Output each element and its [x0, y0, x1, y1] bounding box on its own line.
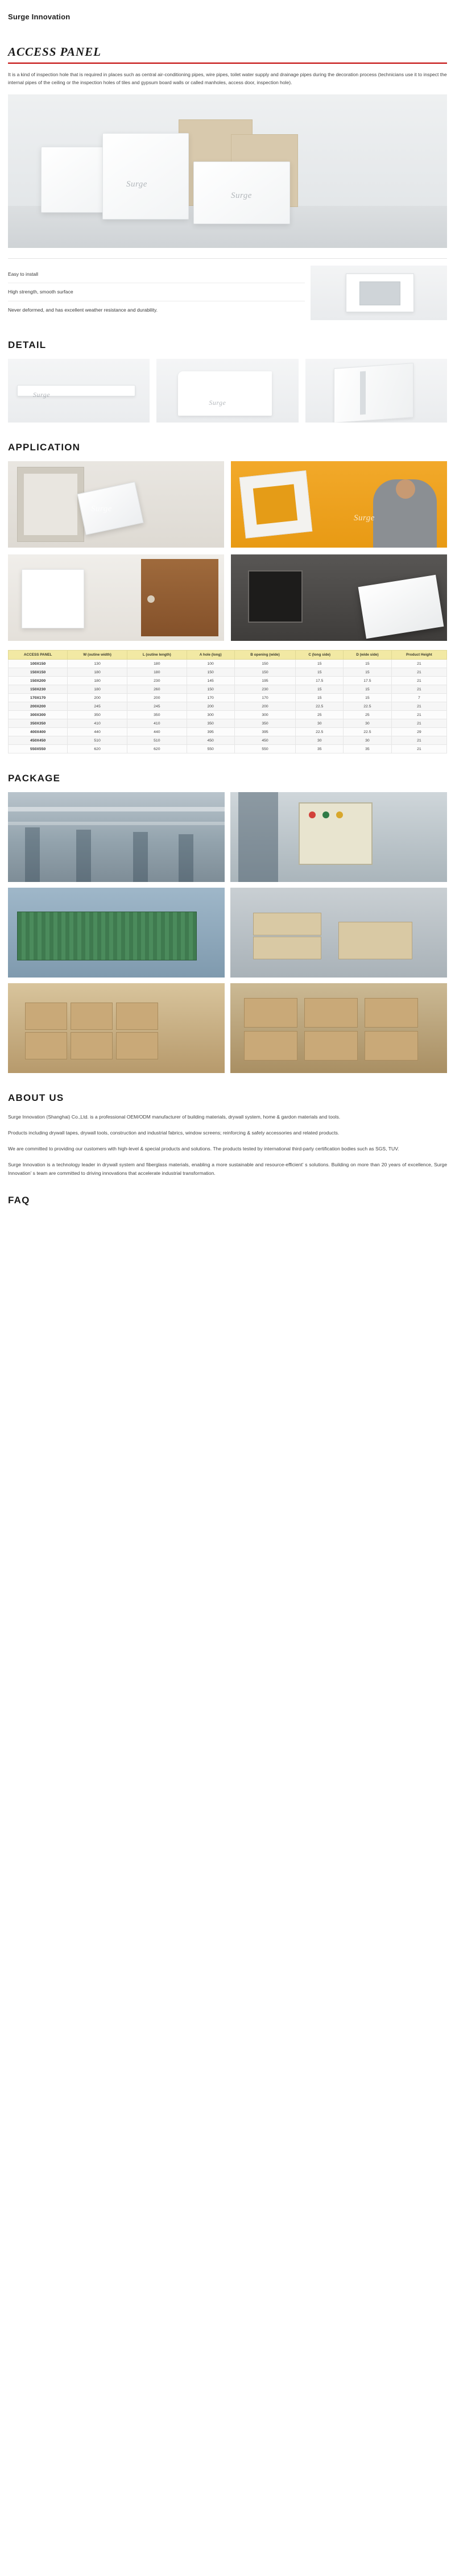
hero-panel-large: [193, 161, 290, 224]
table-body: [9, 660, 447, 753]
package-image-row-1: [8, 792, 447, 882]
application-image-3: [8, 554, 224, 641]
cell: 200: [127, 694, 187, 702]
warehouse-rack: [133, 832, 148, 882]
app2-board-hole: [253, 484, 297, 524]
feature-list: [8, 266, 305, 320]
watermark-hero-left: Surge: [126, 180, 147, 189]
cell: 170: [234, 694, 296, 702]
cell: 180: [68, 668, 127, 677]
detail-edge-bar: [17, 385, 135, 396]
section-title-access-panel: ACCESS PANEL: [8, 45, 101, 59]
cell: 150X200: [9, 677, 68, 685]
carton-box: [25, 1032, 67, 1059]
table-row: [9, 660, 447, 668]
warehouse-beam-2: [8, 822, 225, 825]
table-row: [9, 711, 447, 719]
watermark-app-2: Surge: [354, 513, 375, 523]
cell: 15: [296, 694, 344, 702]
cell: 350X350: [9, 719, 68, 728]
table-row: [9, 668, 447, 677]
feature-item-2: Never deformed, and has excellent weather resistance and durability.: [8, 307, 158, 313]
warehouse-rack: [25, 827, 40, 882]
cell: 180: [127, 668, 187, 677]
cell: 100X150: [9, 660, 68, 668]
feature-item-0: Easy to install: [8, 266, 305, 283]
cell: 17.5: [343, 677, 391, 685]
about-paragraph-3: Surge Innovation is a technology leader in drywall system and fiberglass materials, enabling a more sustainable and resource-efficient’ s solutions. Building on more than 20 years of excellence, Surge Innovation’ s team are committed to driving innovations that accelerate industrial transformation.: [8, 1162, 447, 1177]
section-title-detail: DETAIL: [8, 339, 47, 351]
cell: 7: [391, 694, 446, 702]
cell: 395: [187, 728, 234, 736]
specification-table: [8, 650, 447, 753]
table-row: [9, 745, 447, 753]
package-image-row-3: [8, 983, 447, 1073]
warehouse-rack: [76, 830, 91, 882]
cell: 440: [127, 728, 187, 736]
cell: 395: [234, 728, 296, 736]
cell: 550: [234, 745, 296, 753]
package-image-machine: [230, 792, 447, 882]
cell: 510: [127, 736, 187, 745]
cell: 29: [391, 728, 446, 736]
carton-box: [71, 1003, 113, 1030]
cell: 350: [234, 719, 296, 728]
cell: 230: [127, 677, 187, 685]
cell: 30: [343, 719, 391, 728]
cell: 170: [187, 694, 234, 702]
cell: 15: [296, 668, 344, 677]
table-row: [9, 736, 447, 745]
cell: 180: [68, 685, 127, 694]
cell: 400X400: [9, 728, 68, 736]
cell: 150X150: [9, 668, 68, 677]
cell: 15: [343, 694, 391, 702]
table-row: [9, 694, 447, 702]
app3-door-knob: [147, 595, 155, 603]
cell: 21: [391, 685, 446, 694]
warehouse-rack: [179, 834, 193, 882]
cell: 300: [234, 711, 296, 719]
detail-corner-shape: [178, 371, 272, 416]
table-header-cell-4: B opening (wide): [234, 651, 296, 660]
cell: 100: [187, 660, 234, 668]
application-image-2: [231, 461, 447, 548]
table-row: [9, 719, 447, 728]
about-paragraph-2: We are committed to providing our customers with high-level & special products and solutions. The products tested by international third-party certification bodies such as SGS, TUV.: [8, 1146, 399, 1152]
shipping-container: [17, 912, 197, 960]
pallet-stack: [365, 1031, 418, 1061]
stacked-crate: [253, 913, 321, 935]
detail-image-2: [156, 359, 298, 423]
cell: 30: [296, 736, 344, 745]
app3-access-plate: [22, 569, 84, 628]
application-image-grid: [8, 461, 447, 641]
feature-item-1: High strength, smooth surface: [8, 283, 305, 301]
detail-profile-shape: [334, 363, 413, 423]
package-image-cartons: [8, 983, 225, 1073]
carton-box: [71, 1032, 113, 1059]
table-header-cell-2: L (outine length): [127, 651, 187, 660]
package-image-row-2: [8, 888, 447, 978]
table-header-cell-7: Product Height: [391, 651, 446, 660]
pallet-stack: [304, 1031, 358, 1061]
section-title-package: PACKAGE: [8, 773, 61, 784]
table-row: [9, 702, 447, 711]
table-header-cell-1: W (outine width): [68, 651, 127, 660]
cell: 245: [127, 702, 187, 711]
section-title-application: APPLICATION: [8, 442, 81, 453]
cell: 30: [343, 736, 391, 745]
section-title-faq: FAQ: [8, 1195, 30, 1206]
hero-panel-small: [41, 147, 107, 213]
cell: 200: [187, 702, 234, 711]
cell: 21: [391, 736, 446, 745]
cell: 350: [68, 711, 127, 719]
app4-panel-lid: [358, 575, 444, 639]
cell: 150: [234, 660, 296, 668]
section-title-about-us: ABOUT US: [8, 1092, 64, 1104]
cell: 450: [234, 736, 296, 745]
table-header-cell-3: A hole (long): [187, 651, 234, 660]
cell: 150: [187, 685, 234, 694]
cell: 22.5: [296, 702, 344, 711]
carton-box: [116, 1003, 158, 1030]
cell: 22.5: [296, 728, 344, 736]
app1-panel-flap: [77, 482, 143, 535]
cell: 440: [68, 728, 127, 736]
cell: 21: [391, 719, 446, 728]
feature-thumbnail: [311, 266, 447, 320]
cell: 245: [68, 702, 127, 711]
package-image-pallets: [230, 983, 447, 1073]
pallet-stack: [365, 998, 418, 1028]
hero-product-image: [8, 94, 447, 248]
pallet-stack: [304, 998, 358, 1028]
cell: 180: [68, 677, 127, 685]
cell: 150X230: [9, 685, 68, 694]
table-row: [9, 685, 447, 694]
cell: 450: [187, 736, 234, 745]
app2-worker-head: [396, 479, 415, 499]
carton-box: [25, 1003, 67, 1030]
cell: 260: [127, 685, 187, 694]
cell: 15: [343, 660, 391, 668]
cell: 25: [296, 711, 344, 719]
package-image-warehouse: [8, 792, 225, 882]
table-header-row: [9, 651, 447, 660]
cell: 550X550: [9, 745, 68, 753]
machine-button: [309, 811, 316, 818]
cell: 35: [343, 745, 391, 753]
watermark-detail-1: Surge: [33, 391, 51, 399]
title-divider: [8, 63, 447, 64]
cell: 200: [68, 694, 127, 702]
cell: 550: [187, 745, 234, 753]
watermark-app-1: Surge: [91, 504, 112, 514]
cell: 21: [391, 702, 446, 711]
cell: 145: [187, 677, 234, 685]
cell: 300X300: [9, 711, 68, 719]
table-header-cell-5: C (long side): [296, 651, 344, 660]
carton-box: [116, 1032, 158, 1059]
cell: 410: [68, 719, 127, 728]
cell: 300: [187, 711, 234, 719]
cell: 200: [234, 702, 296, 711]
machine-button: [322, 811, 329, 818]
brand-title: Surge Innovation: [8, 13, 71, 21]
cell: 170X170: [9, 694, 68, 702]
hero-panel-medium: [102, 133, 189, 220]
machine-frame: [238, 792, 278, 882]
cell: 200X200: [9, 702, 68, 711]
cell: 450X450: [9, 736, 68, 745]
cell: 22.5: [343, 702, 391, 711]
application-image-1: [8, 461, 224, 548]
cell: 195: [234, 677, 296, 685]
cell: 180: [127, 660, 187, 668]
cell: 510: [68, 736, 127, 745]
cell: 21: [391, 660, 446, 668]
cell: 21: [391, 677, 446, 685]
cell: 350: [187, 719, 234, 728]
stacked-crate: [338, 922, 412, 959]
cell: 150: [187, 668, 234, 677]
cell: 350: [127, 711, 187, 719]
app1-door: [24, 474, 77, 535]
machine-button: [336, 811, 343, 818]
app4-wall-opening: [248, 570, 303, 623]
cell: 620: [127, 745, 187, 753]
watermark-detail-2: Surge: [209, 399, 226, 407]
cell: 25: [343, 711, 391, 719]
warehouse-beam-1: [8, 807, 225, 811]
table-row: [9, 728, 447, 736]
table-header-cell-0: ACCESS PANEL: [9, 651, 68, 660]
about-paragraph-0: Surge Innovation (Shanghai) Co.,Ltd. is a professional OEM/ODM manufacturer of building materials, drywall system, home & gardon materials and tools.: [8, 1114, 341, 1120]
cell: 15: [296, 685, 344, 694]
about-paragraph-1: Products including drywall tapes, drywall tools, construction and industrial fabrics, window screens; reinforcing & safety accessories and related products.: [8, 1130, 340, 1136]
detail-image-3: [305, 359, 447, 423]
cell: 15: [296, 660, 344, 668]
access-panel-intro: It is a kind of inspection hole that is required in places such as central air-conditioning pipes, wire pipes, toilet water supply and drainage pipes during the decoration process (technicians use it to inspect the internal pipes of the ceiling or the inspection holes of tiles and gypsum board walls or called manholes, access door, inspection hole).: [8, 72, 447, 86]
cell: 21: [391, 745, 446, 753]
watermark-hero-right: Surge: [231, 191, 252, 201]
cell: 230: [234, 685, 296, 694]
detail-image-1: [8, 359, 150, 423]
cell: 410: [127, 719, 187, 728]
table-row: [9, 677, 447, 685]
stacked-crate: [253, 937, 321, 959]
cell: 620: [68, 745, 127, 753]
package-image-stack: [230, 888, 447, 978]
cell: 17.5: [296, 677, 344, 685]
cell: 22.5: [343, 728, 391, 736]
detail-image-row: [8, 359, 447, 423]
pallet-stack: [244, 1031, 297, 1061]
cell: 21: [391, 711, 446, 719]
cell: 15: [343, 668, 391, 677]
detail-profile-slot: [360, 371, 366, 415]
feature-frame-inner: [359, 281, 400, 305]
cell: 15: [343, 685, 391, 694]
table-header-cell-6: D (wide side): [343, 651, 391, 660]
application-image-4: [231, 554, 447, 641]
feature-strip: [8, 258, 447, 320]
cell: 30: [296, 719, 344, 728]
cell: 21: [391, 668, 446, 677]
cell: 35: [296, 745, 344, 753]
pallet-stack: [244, 998, 297, 1028]
package-image-container: [8, 888, 225, 978]
cell: 130: [68, 660, 127, 668]
cell: 150: [234, 668, 296, 677]
